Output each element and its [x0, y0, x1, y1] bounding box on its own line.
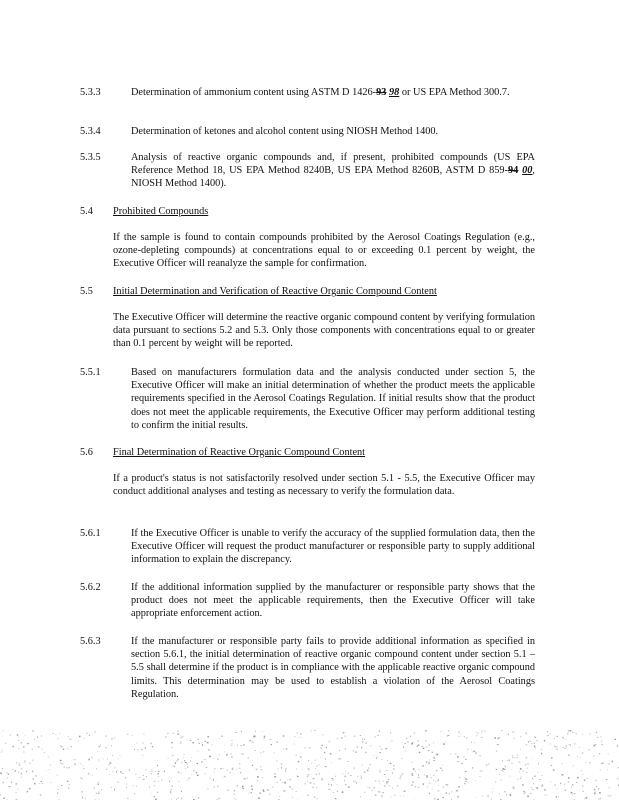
section-number: 5.4: [80, 206, 93, 217]
section-number: 5.6.3: [80, 636, 101, 647]
section-number: 5.6.1: [80, 528, 101, 539]
section-text: Determination of ketones and alcohol content using NIOSH Method 1400.: [131, 126, 439, 137]
inserted-text: 98: [388, 87, 400, 98]
section-body: If a product's status is not satisfactorily resolved under section 5.1 - 5.5, the Executive Officer may conduct additional analyses and testing as necessary to verify the formulation data.: [113, 473, 535, 498]
deleted-text: 94: [508, 165, 519, 177]
section-text: Determination of ammonium content using ASTM D 1426-93 98 or US EPA Method 300.7.: [131, 87, 510, 98]
section-heading: Prohibited Compounds: [113, 206, 209, 217]
inserted-text: 00: [522, 165, 533, 177]
section-number: 5.5.1: [80, 367, 101, 378]
section-number: 5.3.4: [80, 126, 101, 137]
section-body: If the sample is found to contain compounds prohibited by the Aerosol Coatings Regulation (e.g., ozone-depleting compounds) at concentrations equal to or exceeding 0.1 percent by weight, the Executive Officer will reanalyze the sample for confirmation.: [113, 232, 535, 270]
section-number: 5.6.2: [80, 582, 101, 593]
section-text: Analysis of reactive organic compounds and, if present, prohibited compounds (US EPA Reference Method 18, US EPA Method 8240B, US EPA Method 8260B, ASTM D 859-94 00, NIOSH Method 1400).: [131, 152, 535, 190]
section-body: The Executive Officer will determine the reactive organic compound content by verifying formulation data pursuant to sections 5.2 and 5.3. Only those components with concentrations equal to or greater than 0.1 percent by weight will be reported.: [113, 312, 535, 350]
section-number: 5.5: [80, 286, 93, 297]
section-number: 5.6: [80, 447, 93, 458]
deleted-text: 93: [376, 87, 387, 98]
section-number: 5.3.3: [80, 87, 101, 98]
section-heading: Initial Determination and Verification of Reactive Organic Compound Content: [113, 286, 437, 297]
section-text: If the additional information supplied by the manufacturer or responsible party shows that the product does not meet the applicable requirements, then the Executive Officer will take appropriate enforcement action.: [131, 582, 535, 620]
section-text: Based on manufacturers formulation data and the analysis conducted under section 5, the Executive Officer will make an initial determination of whether the product meets the applicable requirements specified in the Aerosol Coatings Regulation. If initial results show that the product does not meet the applicable requirements, the Executive Officer may perform additional testing to confirm the initial results.: [131, 367, 535, 431]
section-text: If the manufacturer or responsible party fails to provide additional information as specified in section 5.6.1, the initial determination of reactive organic compound content under section 5.1 – 5.5 shall determine if the product is in compliance with the applicable reactive organic compound limits. This determination may be used to establish a violation of the Aerosol Coatings Regulation.: [131, 636, 535, 700]
scan-noise: [0, 730, 619, 800]
section-heading: Final Determination of Reactive Organic Compound Content: [113, 447, 366, 458]
section-number: 5.3.5: [80, 152, 101, 163]
section-text: If the Executive Officer is unable to verify the accuracy of the supplied formulation data, then the Executive Officer will request the product manufacturer or responsible party to supply additional information to explain the discrepancy.: [131, 528, 535, 566]
